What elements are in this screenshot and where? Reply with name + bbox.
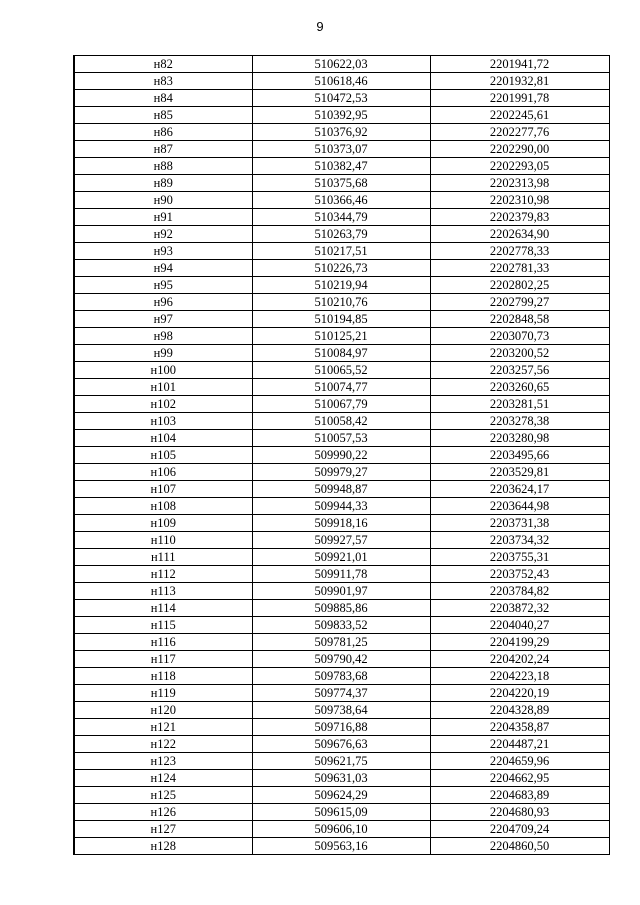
y-coordinate-cell: 2202802,25 — [430, 277, 609, 294]
point-id-cell: н125 — [74, 787, 252, 804]
y-coordinate-cell: 2203260,65 — [430, 379, 609, 396]
point-id-cell: н126 — [74, 804, 252, 821]
y-coordinate-cell: 2204223,18 — [430, 668, 609, 685]
point-id-cell: н109 — [74, 515, 252, 532]
y-coordinate-cell: 2203731,38 — [430, 515, 609, 532]
point-id-cell: н115 — [74, 617, 252, 634]
table-row — [74, 141, 609, 158]
x-coordinate-cell: 510219,94 — [252, 277, 430, 294]
table-row — [74, 719, 609, 736]
y-coordinate-cell: 2203257,56 — [430, 362, 609, 379]
y-coordinate-cell: 2204680,93 — [430, 804, 609, 821]
y-coordinate-cell: 2203644,98 — [430, 498, 609, 515]
table-row — [74, 260, 609, 277]
point-id-cell: н120 — [74, 702, 252, 719]
point-id-cell: н90 — [74, 192, 252, 209]
x-coordinate-cell: 510084,97 — [252, 345, 430, 362]
x-coordinate-cell: 509911,78 — [252, 566, 430, 583]
table-row — [74, 668, 609, 685]
point-id-cell: н105 — [74, 447, 252, 464]
table-row — [74, 328, 609, 345]
y-coordinate-cell: 2203281,51 — [430, 396, 609, 413]
x-coordinate-cell: 510125,21 — [252, 328, 430, 345]
x-coordinate-cell: 510074,77 — [252, 379, 430, 396]
x-coordinate-cell: 510382,47 — [252, 158, 430, 175]
y-coordinate-cell: 2204220,19 — [430, 685, 609, 702]
y-coordinate-cell: 2202781,33 — [430, 260, 609, 277]
table-row — [74, 447, 609, 464]
y-coordinate-cell: 2204659,96 — [430, 753, 609, 770]
point-id-cell: н87 — [74, 141, 252, 158]
point-id-cell: н103 — [74, 413, 252, 430]
table-row — [74, 617, 609, 634]
x-coordinate-cell: 509631,03 — [252, 770, 430, 787]
table-row — [74, 345, 609, 362]
point-id-cell: н112 — [74, 566, 252, 583]
x-coordinate-cell: 510226,73 — [252, 260, 430, 277]
x-coordinate-cell: 509676,63 — [252, 736, 430, 753]
x-coordinate-cell: 510472,53 — [252, 90, 430, 107]
y-coordinate-cell: 2203200,52 — [430, 345, 609, 362]
point-id-cell: н119 — [74, 685, 252, 702]
x-coordinate-cell: 509979,27 — [252, 464, 430, 481]
point-id-cell: н82 — [74, 56, 252, 73]
point-id-cell: н89 — [74, 175, 252, 192]
table-row — [74, 770, 609, 787]
table-row — [74, 277, 609, 294]
point-id-cell: н108 — [74, 498, 252, 515]
x-coordinate-cell: 510344,79 — [252, 209, 430, 226]
point-id-cell: н99 — [74, 345, 252, 362]
table-row — [74, 464, 609, 481]
x-coordinate-cell: 510065,52 — [252, 362, 430, 379]
table-row — [74, 549, 609, 566]
table-row — [74, 107, 609, 124]
point-id-cell: н86 — [74, 124, 252, 141]
table-row — [74, 634, 609, 651]
coordinates-table — [73, 55, 610, 855]
point-id-cell: н124 — [74, 770, 252, 787]
x-coordinate-cell: 509901,97 — [252, 583, 430, 600]
point-id-cell: н121 — [74, 719, 252, 736]
table-row — [74, 821, 609, 838]
table-row — [74, 243, 609, 260]
y-coordinate-cell: 2204040,27 — [430, 617, 609, 634]
y-coordinate-cell: 2202778,33 — [430, 243, 609, 260]
table-row — [74, 226, 609, 243]
y-coordinate-cell: 2204328,89 — [430, 702, 609, 719]
y-coordinate-cell: 2202310,98 — [430, 192, 609, 209]
y-coordinate-cell: 2203278,38 — [430, 413, 609, 430]
x-coordinate-cell: 509918,16 — [252, 515, 430, 532]
x-coordinate-cell: 509738,64 — [252, 702, 430, 719]
x-coordinate-cell: 510057,53 — [252, 430, 430, 447]
x-coordinate-cell: 510375,68 — [252, 175, 430, 192]
table-row — [74, 430, 609, 447]
point-id-cell: н118 — [74, 668, 252, 685]
y-coordinate-cell: 2204358,87 — [430, 719, 609, 736]
table-row — [74, 515, 609, 532]
x-coordinate-cell: 509783,68 — [252, 668, 430, 685]
point-id-cell: н114 — [74, 600, 252, 617]
x-coordinate-cell: 509563,16 — [252, 838, 430, 855]
point-id-cell: н122 — [74, 736, 252, 753]
table-row — [74, 566, 609, 583]
point-id-cell: н101 — [74, 379, 252, 396]
page-number: 9 — [316, 19, 324, 34]
table-row — [74, 481, 609, 498]
x-coordinate-cell: 510622,03 — [252, 56, 430, 73]
x-coordinate-cell: 510194,85 — [252, 311, 430, 328]
y-coordinate-cell: 2204202,24 — [430, 651, 609, 668]
x-coordinate-cell: 509885,86 — [252, 600, 430, 617]
x-coordinate-cell: 510392,95 — [252, 107, 430, 124]
table-row — [74, 787, 609, 804]
y-coordinate-cell: 2202848,58 — [430, 311, 609, 328]
y-coordinate-cell: 2202245,61 — [430, 107, 609, 124]
table-row — [74, 362, 609, 379]
x-coordinate-cell: 509990,22 — [252, 447, 430, 464]
x-coordinate-cell: 509790,42 — [252, 651, 430, 668]
table-row — [74, 294, 609, 311]
point-id-cell: н94 — [74, 260, 252, 277]
x-coordinate-cell: 510058,42 — [252, 413, 430, 430]
x-coordinate-cell: 510366,46 — [252, 192, 430, 209]
y-coordinate-cell: 2204709,24 — [430, 821, 609, 838]
table-row — [74, 702, 609, 719]
point-id-cell: н97 — [74, 311, 252, 328]
point-id-cell: н102 — [74, 396, 252, 413]
point-id-cell: н113 — [74, 583, 252, 600]
y-coordinate-cell: 2201941,72 — [430, 56, 609, 73]
table-row — [74, 73, 609, 90]
x-coordinate-cell: 509716,88 — [252, 719, 430, 736]
table-row — [74, 413, 609, 430]
point-id-cell: н111 — [74, 549, 252, 566]
x-coordinate-cell: 509624,29 — [252, 787, 430, 804]
x-coordinate-cell: 510618,46 — [252, 73, 430, 90]
x-coordinate-cell: 510263,79 — [252, 226, 430, 243]
table-row — [74, 209, 609, 226]
point-id-cell: н110 — [74, 532, 252, 549]
point-id-cell: н123 — [74, 753, 252, 770]
table-row — [74, 379, 609, 396]
x-coordinate-cell: 510373,07 — [252, 141, 430, 158]
y-coordinate-cell: 2202799,27 — [430, 294, 609, 311]
y-coordinate-cell: 2201991,78 — [430, 90, 609, 107]
x-coordinate-cell: 509621,75 — [252, 753, 430, 770]
y-coordinate-cell: 2204199,29 — [430, 634, 609, 651]
point-id-cell: н128 — [74, 838, 252, 855]
point-id-cell: н84 — [74, 90, 252, 107]
x-coordinate-cell: 509833,52 — [252, 617, 430, 634]
y-coordinate-cell: 2202290,00 — [430, 141, 609, 158]
table-row — [74, 192, 609, 209]
table-row — [74, 311, 609, 328]
point-id-cell: н117 — [74, 651, 252, 668]
table-row — [74, 838, 609, 855]
point-id-cell: н116 — [74, 634, 252, 651]
y-coordinate-cell: 2203280,98 — [430, 430, 609, 447]
x-coordinate-cell: 509944,33 — [252, 498, 430, 515]
x-coordinate-cell: 510217,51 — [252, 243, 430, 260]
point-id-cell: н107 — [74, 481, 252, 498]
table-row — [74, 124, 609, 141]
x-coordinate-cell: 510376,92 — [252, 124, 430, 141]
table-row — [74, 600, 609, 617]
x-coordinate-cell: 509921,01 — [252, 549, 430, 566]
x-coordinate-cell: 509781,25 — [252, 634, 430, 651]
table-row — [74, 532, 609, 549]
table-row — [74, 736, 609, 753]
y-coordinate-cell: 2203784,82 — [430, 583, 609, 600]
table-row — [74, 498, 609, 515]
x-coordinate-cell: 510210,76 — [252, 294, 430, 311]
x-coordinate-cell: 510067,79 — [252, 396, 430, 413]
x-coordinate-cell: 509927,57 — [252, 532, 430, 549]
x-coordinate-cell: 509774,37 — [252, 685, 430, 702]
point-id-cell: н83 — [74, 73, 252, 90]
y-coordinate-cell: 2203495,66 — [430, 447, 609, 464]
table-row — [74, 396, 609, 413]
point-id-cell: н92 — [74, 226, 252, 243]
point-id-cell: н88 — [74, 158, 252, 175]
point-id-cell: н98 — [74, 328, 252, 345]
y-coordinate-cell: 2202379,83 — [430, 209, 609, 226]
y-coordinate-cell: 2203734,32 — [430, 532, 609, 549]
point-id-cell: н85 — [74, 107, 252, 124]
point-id-cell: н96 — [74, 294, 252, 311]
point-id-cell: н104 — [74, 430, 252, 447]
table-row — [74, 583, 609, 600]
coordinates-table-body — [74, 56, 609, 855]
table-row — [74, 56, 609, 73]
table-row — [74, 175, 609, 192]
point-id-cell: н100 — [74, 362, 252, 379]
y-coordinate-cell: 2203070,73 — [430, 328, 609, 345]
x-coordinate-cell: 509615,09 — [252, 804, 430, 821]
x-coordinate-cell: 509948,87 — [252, 481, 430, 498]
point-id-cell: н127 — [74, 821, 252, 838]
y-coordinate-cell: 2203529,81 — [430, 464, 609, 481]
point-id-cell: н106 — [74, 464, 252, 481]
y-coordinate-cell: 2202277,76 — [430, 124, 609, 141]
point-id-cell: н93 — [74, 243, 252, 260]
table-row — [74, 90, 609, 107]
y-coordinate-cell: 2203624,17 — [430, 481, 609, 498]
y-coordinate-cell: 2204487,21 — [430, 736, 609, 753]
table-row — [74, 651, 609, 668]
table-row — [74, 804, 609, 821]
table-row — [74, 158, 609, 175]
x-coordinate-cell: 509606,10 — [252, 821, 430, 838]
y-coordinate-cell: 2202634,90 — [430, 226, 609, 243]
point-id-cell: н95 — [74, 277, 252, 294]
table-row — [74, 685, 609, 702]
y-coordinate-cell: 2203872,32 — [430, 600, 609, 617]
y-coordinate-cell: 2204662,95 — [430, 770, 609, 787]
y-coordinate-cell: 2202293,05 — [430, 158, 609, 175]
y-coordinate-cell: 2203752,43 — [430, 566, 609, 583]
y-coordinate-cell: 2203755,31 — [430, 549, 609, 566]
y-coordinate-cell: 2201932,81 — [430, 73, 609, 90]
y-coordinate-cell: 2204683,89 — [430, 787, 609, 804]
y-coordinate-cell: 2202313,98 — [430, 175, 609, 192]
table-row — [74, 753, 609, 770]
y-coordinate-cell: 2204860,50 — [430, 838, 609, 855]
point-id-cell: н91 — [74, 209, 252, 226]
